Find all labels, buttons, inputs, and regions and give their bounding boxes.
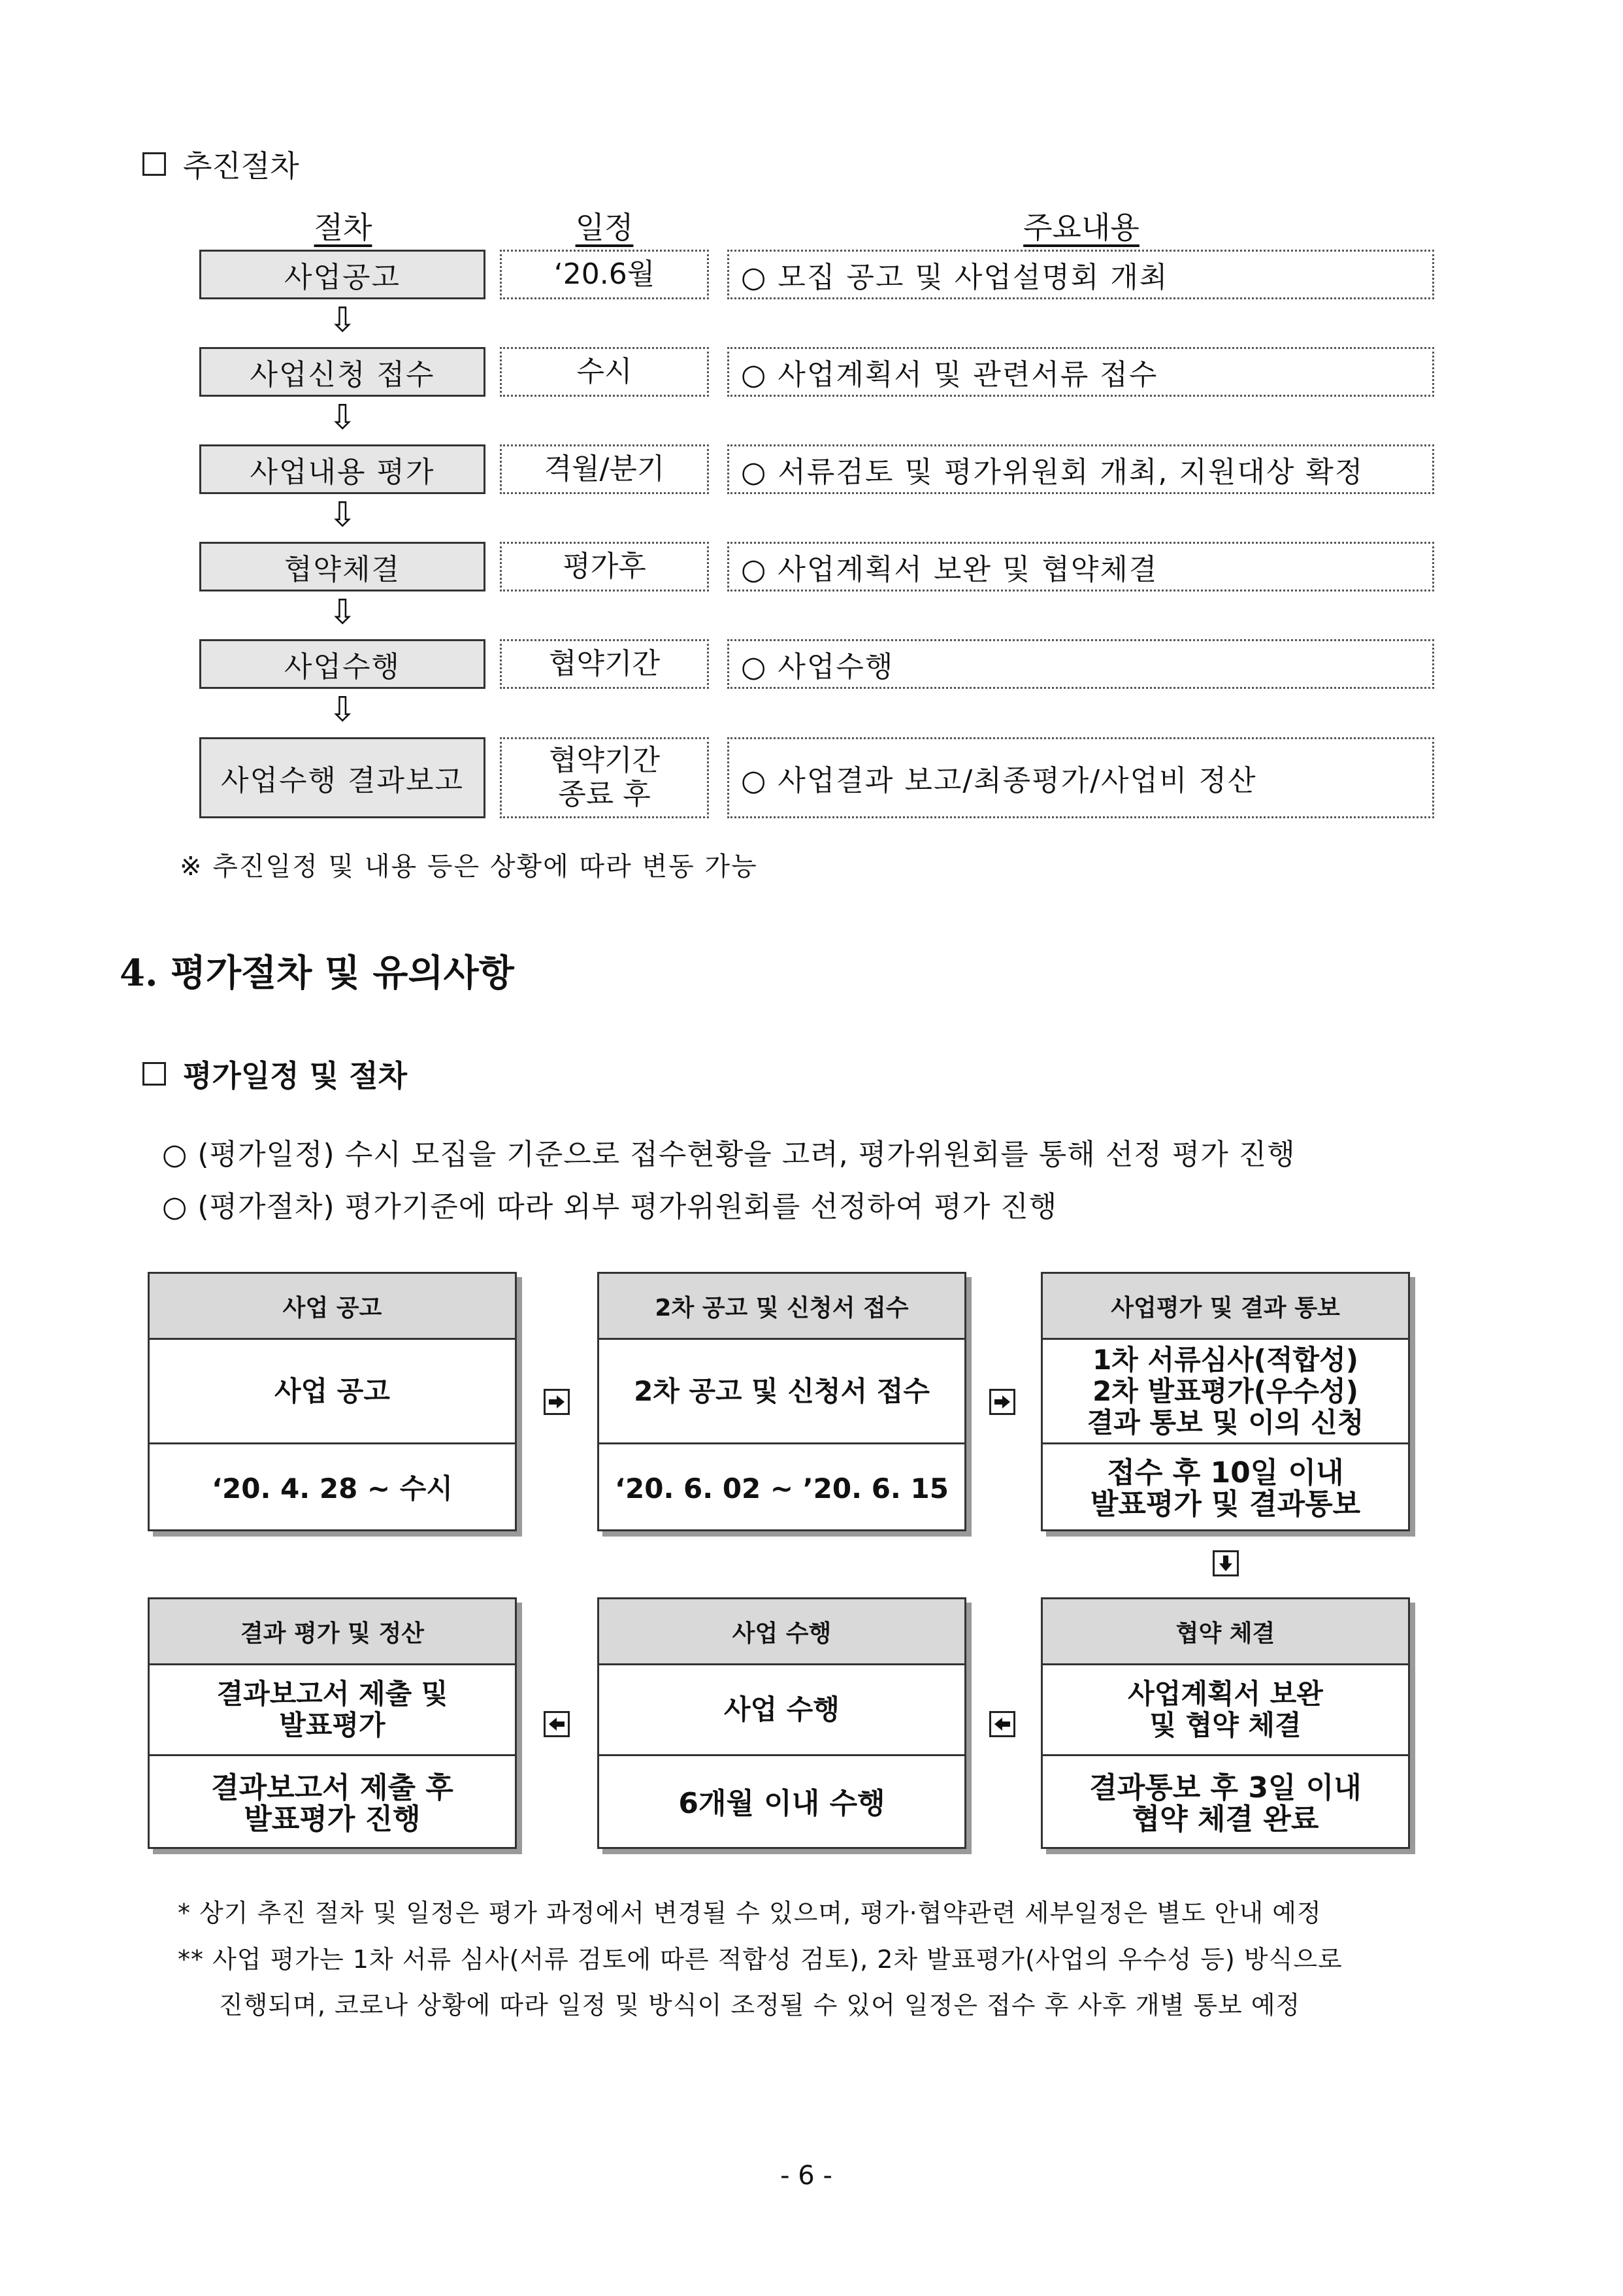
process-schedule: 평가후: [500, 542, 709, 591]
process-content: ○ 사업계획서 보완 및 협약체결: [727, 542, 1434, 591]
process-schedule: 협약기간: [500, 639, 709, 689]
flow-card-header: 2차 공고 및 신청서 접수: [599, 1274, 964, 1340]
flow-card-date: 결과보고서 제출 후 발표평가 진행: [211, 1771, 453, 1836]
flow-card-header: 협약 체결: [1043, 1599, 1408, 1665]
bullet-evaluation-procedure: ○ (평가절차) 평가기준에 따라 외부 평가위원회를 선정하여 평가 진행: [162, 1190, 1058, 1223]
process-step: 사업공고: [199, 250, 485, 299]
flow-card-main: 사업 공고: [150, 1340, 515, 1444]
footnote: ** 사업 평가는 1차 서류 심사(서류 검토에 따른 적합성 검토), 2차 발표평가(사업의 우수성 등) 방식으로: [178, 1945, 1343, 1974]
column-header-content: 주요내용: [1023, 210, 1139, 245]
process-step: 사업내용 평가: [199, 444, 485, 494]
flow-card-agreement: [1041, 1597, 1410, 1849]
flow-card-announcement: [148, 1272, 517, 1531]
flow-card-header: 사업평가 및 결과 통보: [1043, 1274, 1408, 1340]
flow-card-date: 6개월 이내 수행: [678, 1786, 885, 1820]
flow-card-date: 결과통보 후 3일 이내 협약 체결 완료: [1089, 1771, 1362, 1836]
section-4-heading: 4. 평가절차 및 유의사항: [120, 952, 514, 995]
column-header-schedule: 일정: [575, 210, 634, 245]
flow-card-execution: [597, 1597, 966, 1849]
footnote: * 상기 추진 절차 및 일정은 평가 과정에서 변경될 수 있으며, 평가·협약관련 세부일정은 별도 안내 예정: [178, 1899, 1322, 1927]
flow-card-main: 1차 서류심사(적합성) 2차 발표평가(우수성) 결과 통보 및 이의 신청: [1043, 1340, 1408, 1444]
process-schedule: ‘20.6월: [500, 250, 709, 299]
down-arrow-icon: ⇩: [328, 690, 357, 729]
down-arrow-icon: ⇩: [328, 495, 357, 535]
right-arrow-icon: [544, 1389, 570, 1415]
column-header-step: 절차: [314, 210, 372, 245]
page-number: - 6 -: [780, 2161, 832, 2191]
left-arrow-icon: [544, 1711, 570, 1737]
process-content: ○ 사업결과 보고/최종평가/사업비 정산: [727, 737, 1434, 818]
down-arrow-icon: [1213, 1550, 1239, 1576]
process-step: 사업수행 결과보고: [199, 737, 485, 818]
bullet-evaluation-schedule: ○ (평가일정) 수시 모집을 기준으로 접수현황을 고려, 평가위원회를 통해 선정 평가 진행: [162, 1138, 1296, 1171]
left-arrow-icon: [989, 1711, 1015, 1737]
flow-card-date: ‘20. 4. 28 ~ 수시: [212, 1472, 453, 1505]
flow-card-date: 접수 후 10일 이내 발표평가 및 결과통보: [1090, 1456, 1361, 1521]
process-content: ○ 사업수행: [727, 639, 1434, 689]
flow-card-main: 사업계획서 보완 및 협약 체결: [1043, 1665, 1408, 1756]
process-content: ○ 사업계획서 및 관련서류 접수: [727, 347, 1434, 397]
flow-card-main: 사업 수행: [599, 1665, 964, 1756]
down-arrow-icon: ⇩: [328, 398, 357, 437]
down-arrow-icon: ⇩: [328, 593, 357, 632]
flow-card-main: 결과보고서 제출 및 발표평가: [150, 1665, 515, 1756]
section-heading-evaluation: [142, 1052, 407, 1095]
down-arrow-icon: ⇩: [328, 301, 357, 340]
checkbox-icon: [142, 1062, 166, 1086]
process-content: ○ 모집 공고 및 사업설명회 개최: [727, 250, 1434, 299]
flow-card-header: 사업 수행: [599, 1599, 964, 1665]
checkbox-icon: [142, 152, 166, 176]
process-schedule: 수시: [500, 347, 709, 397]
process-step: 협약체결: [199, 542, 485, 591]
flow-card-settlement: [148, 1597, 517, 1849]
section-title: 평가일정 및 절차: [183, 1058, 408, 1093]
section-title: 추진절차: [183, 148, 299, 184]
process-step: 사업신청 접수: [199, 347, 485, 397]
process-content: ○ 서류검토 및 평가위원회 개최, 지원대상 확정: [727, 444, 1434, 494]
process-schedule: 격월/분기: [500, 444, 709, 494]
footnote: 진행되며, 코로나 상황에 따라 일정 및 방식이 조정될 수 있어 일정은 접수 후 사후 개별 통보 예정: [219, 1991, 1301, 2020]
right-arrow-icon: [989, 1389, 1015, 1415]
flow-card-evaluation: [1041, 1272, 1410, 1531]
process-schedule: 협약기간 종료 후: [500, 737, 709, 818]
flow-card-main: 2차 공고 및 신청서 접수: [599, 1340, 964, 1444]
flow-card-application: [597, 1272, 966, 1531]
process-step: 사업수행: [199, 639, 485, 689]
flow-card-date: ‘20. 6. 02 ~ ’20. 6. 15: [615, 1472, 949, 1505]
flow-card-header: 사업 공고: [150, 1274, 515, 1340]
section-heading-process: [142, 142, 299, 186]
flow-card-header: 결과 평가 및 정산: [150, 1599, 515, 1665]
process-note: ※ 추진일정 및 내용 등은 상황에 따라 변동 가능: [180, 852, 758, 882]
